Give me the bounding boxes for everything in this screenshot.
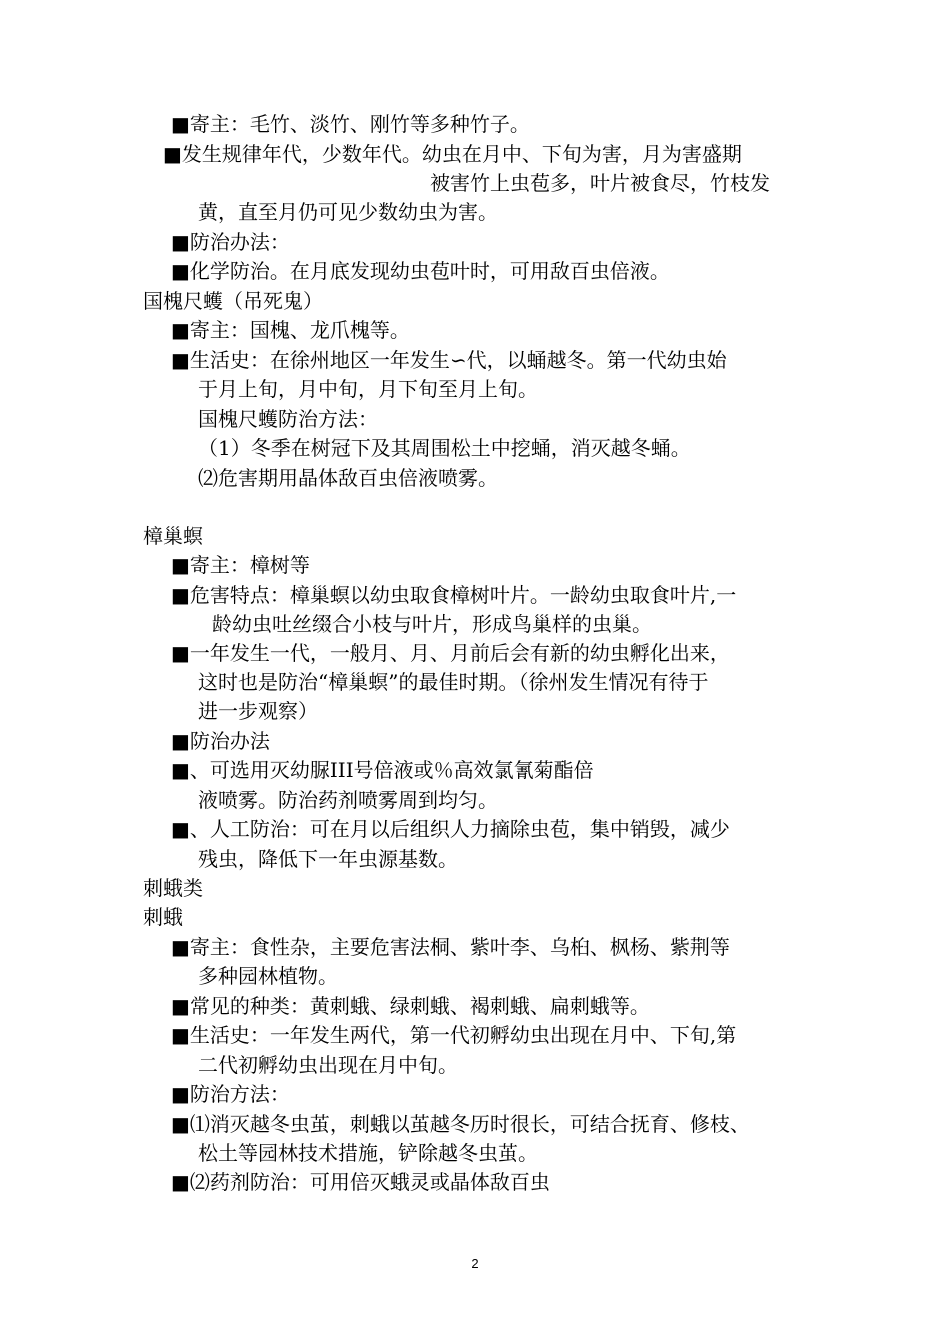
text-line: ■一年发生一代，一般月、月、月前后会有新的幼虫孵化出来， — [171, 641, 730, 665]
text-line: ■、人工防治：可在月以后组织人力摘除虫苞，集中销毁，减少 — [171, 817, 730, 841]
text-line: ■生活史：在徐州地区一年发生∽代，以蛹越冬。第一代幼虫始 — [171, 348, 727, 372]
text-line: 龄幼虫吐丝缀合小枝与叶片，形成鸟巢样的虫巢。 — [212, 612, 652, 636]
text-line: 于月上旬，月中旬，月下旬至月上旬。 — [198, 377, 538, 401]
section-heading: 国槐尺蠖（吊死鬼） — [143, 289, 323, 313]
text-line: ■寄主：樟树等 — [171, 553, 310, 577]
text-line: 被害竹上虫苞多，叶片被食尽，竹枝发 — [430, 171, 770, 195]
text-line: （1）冬季在树冠下及其周围松土中挖蛹，消灭越冬蛹。 — [198, 436, 691, 460]
text-line: ■防治方法： — [171, 1082, 290, 1106]
section-heading: 樟巢螟 — [143, 524, 203, 548]
section-heading: 刺蛾类 — [143, 876, 203, 900]
text-line: ■寄主：毛竹、淡竹、刚竹等多种竹子。 — [171, 112, 530, 136]
section-heading: 刺蛾 — [143, 905, 183, 929]
text-line: ⑵危害期用晶体敌百虫倍液喷雾。 — [198, 466, 498, 490]
text-line: ■、可选用灭幼脲III号倍液或％高效氯氰菊酯倍 — [171, 758, 594, 782]
text-line: ■寄主：国槐、龙爪槐等。 — [171, 318, 410, 342]
text-line: ■防治办法： — [171, 230, 290, 254]
text-line: 这时也是防治“樟巢螟”的最佳时期。（徐州发生情况有待于 — [198, 670, 709, 694]
text-line: 液喷雾。防治药剂喷雾周到均匀。 — [198, 788, 498, 812]
text-line: ■危害特点：樟巢螟以幼虫取食樟树叶片。一龄幼虫取食叶片,一 — [171, 583, 737, 607]
page-number: 2 — [471, 1256, 479, 1271]
text-line: ■⑴消灭越冬虫茧，刺蛾以茧越冬历时很长，可结合抚育、修枝、 — [171, 1112, 750, 1136]
text-line: 黄，直至月仍可见少数幼虫为害。 — [198, 200, 498, 224]
text-line: ■发生规律年代，少数年代。幼虫在月中、下旬为害，月为害盛期 — [163, 142, 742, 166]
text-line: ■常见的种类：黄刺蛾、绿刺蛾、褐刺蛾、扁刺蛾等。 — [171, 994, 650, 1018]
text-line: ■生活史：一年发生两代，第一代初孵幼虫出现在月中、下旬,第 — [171, 1023, 737, 1047]
text-line: 残虫，降低下一年虫源基数。 — [198, 847, 458, 871]
text-line: ■防治办法 — [171, 729, 270, 753]
text-line: 二代初孵幼虫出现在月中旬。 — [198, 1053, 458, 1077]
text-line: ■化学防治。在月底发现幼虫苞叶时，可用敌百虫倍液。 — [171, 259, 670, 283]
text-line: 松土等园林技术措施，铲除越冬虫茧。 — [198, 1141, 538, 1165]
text-line: 国槐尺蠖防治方法： — [198, 407, 378, 431]
text-line: ■寄主：食性杂，主要危害法桐、紫叶李、乌桕、枫杨、紫荆等 — [171, 935, 730, 959]
text-line: 多种园林植物。 — [198, 964, 338, 988]
text-line: ■⑵药剂防治：可用倍灭蛾灵或晶体敌百虫 — [171, 1170, 550, 1194]
text-line: 进一步观察） — [198, 699, 318, 723]
